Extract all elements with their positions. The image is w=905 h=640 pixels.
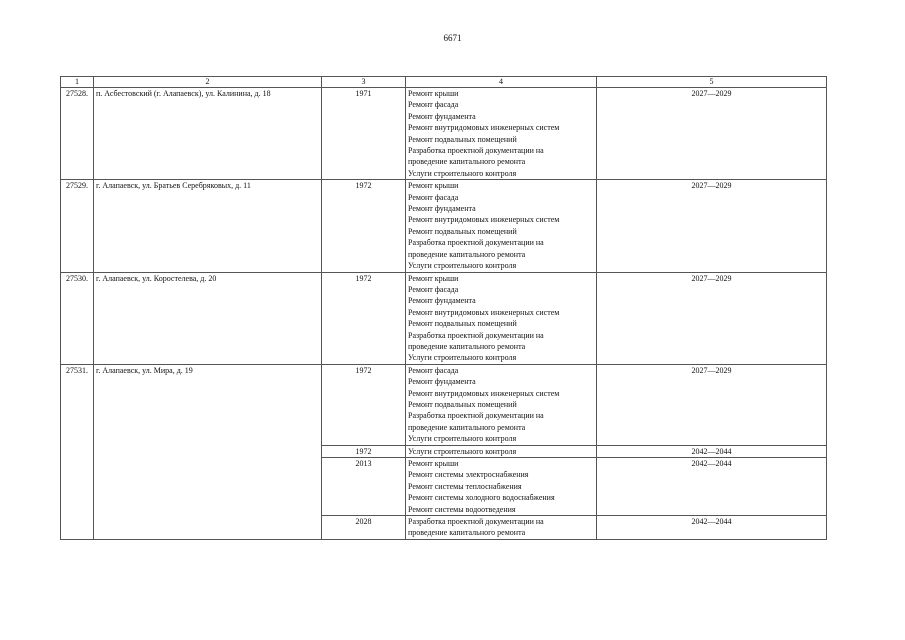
works-cell — [406, 458, 597, 516]
work-item: Разработка проектной документации на — [408, 238, 544, 248]
work-item: Ремонт внутридомовых инженерных систем — [408, 123, 560, 133]
work-item: Ремонт внутридомовых инженерных систем — [408, 388, 560, 398]
column-header: 5 — [597, 77, 827, 88]
address-cell: г. Алапаевск, ул. Мира, д. 19 — [94, 364, 322, 539]
works-cell — [406, 445, 597, 457]
period-cell: 2042—2044 — [597, 445, 827, 457]
year-cell: 2028 — [322, 516, 406, 540]
table-row — [61, 364, 827, 445]
year-cell: 1972 — [322, 272, 406, 364]
period-cell: 2027—2029 — [597, 364, 827, 445]
year-cell: 1971 — [322, 88, 406, 180]
works-cell — [406, 88, 597, 180]
period-cell: 2027—2029 — [597, 180, 827, 272]
work-item: Ремонт фундамента — [408, 377, 476, 387]
work-item: Ремонт фасада — [408, 365, 459, 375]
row-number-cell: 27531. — [61, 364, 94, 539]
work-item: Ремонт внутридомовых инженерных систем — [408, 215, 560, 225]
work-item: проведение капитального ремонта — [408, 249, 526, 259]
work-item: Разработка проектной документации на — [408, 330, 544, 340]
works-cell — [406, 180, 597, 272]
work-item: Услуги строительного контроля — [408, 168, 517, 178]
address-cell: п. Асбестовский (г. Алапаевск), ул. Калинина, д. 18 — [94, 88, 322, 180]
work-item: проведение капитального ремонта — [408, 341, 526, 351]
year-cell: 2013 — [322, 458, 406, 516]
work-item: Ремонт фасада — [408, 284, 459, 294]
work-item: Услуги строительного контроля — [408, 434, 517, 444]
column-header: 3 — [322, 77, 406, 88]
work-item: Ремонт фасада — [408, 100, 459, 110]
work-item: Ремонт фундамента — [408, 111, 476, 121]
work-item: Ремонт фундамента — [408, 204, 476, 214]
table-row — [61, 88, 827, 180]
row-number-cell: 27530. — [61, 272, 94, 364]
work-item: Ремонт системы холодного водоснабжения — [408, 493, 555, 503]
work-item: Разработка проектной документации на — [408, 411, 544, 421]
column-header: 4 — [406, 77, 597, 88]
work-item: Услуги строительного контроля — [408, 353, 517, 363]
works-cell — [406, 516, 597, 540]
table-body — [61, 77, 827, 540]
column-header: 1 — [61, 77, 94, 88]
row-number-cell: 27528. — [61, 88, 94, 180]
work-item: Ремонт крыши — [408, 459, 459, 468]
column-header: 2 — [94, 77, 322, 88]
period-cell: 2042—2044 — [597, 516, 827, 540]
repair-schedule-table — [60, 76, 827, 540]
column-header-row — [61, 77, 827, 88]
work-item: Ремонт системы водоотведения — [408, 504, 516, 514]
work-item: Ремонт подвальных помещений — [408, 399, 517, 409]
work-item: Ремонт крыши — [408, 273, 459, 283]
work-item: Разработка проектной документации на — [408, 517, 544, 527]
work-item: Услуги строительного контроля — [408, 261, 517, 271]
period-cell: 2027—2029 — [597, 88, 827, 180]
year-cell: 1972 — [322, 445, 406, 457]
work-item: Ремонт крыши — [408, 89, 459, 98]
work-item: Ремонт фундамента — [408, 296, 476, 306]
works-cell — [406, 272, 597, 364]
period-cell: 2042—2044 — [597, 458, 827, 516]
work-item: проведение капитального ремонта — [408, 528, 526, 538]
address-cell: г. Алапаевск, ул. Братьев Серебряковых, д. 11 — [94, 180, 322, 272]
work-item: проведение капитального ремонта — [408, 157, 526, 167]
work-item: Ремонт подвальных помещений — [408, 134, 517, 144]
year-cell: 1972 — [322, 180, 406, 272]
work-item: Услуги строительного контроля — [408, 446, 517, 456]
work-item: Ремонт фасада — [408, 192, 459, 202]
row-number-cell: 27529. — [61, 180, 94, 272]
table-row — [61, 272, 827, 364]
period-cell: 2027—2029 — [597, 272, 827, 364]
work-item: Ремонт системы электроснабжения — [408, 470, 529, 480]
table-row — [61, 180, 827, 272]
page-number: 6671 — [443, 33, 462, 43]
year-cell: 1972 — [322, 364, 406, 445]
work-item: Ремонт крыши — [408, 181, 459, 191]
work-item: Ремонт внутридомовых инженерных систем — [408, 307, 560, 317]
work-item: проведение капитального ремонта — [408, 422, 526, 432]
address-cell: г. Алапаевск, ул. Коростелева, д. 20 — [94, 272, 322, 364]
work-item: Ремонт подвальных помещений — [408, 226, 517, 236]
work-item: Ремонт подвальных помещений — [408, 319, 517, 329]
work-item: Разработка проектной документации на — [408, 146, 544, 156]
work-item: Ремонт системы теплоснабжения — [408, 481, 522, 491]
works-cell — [406, 364, 597, 445]
